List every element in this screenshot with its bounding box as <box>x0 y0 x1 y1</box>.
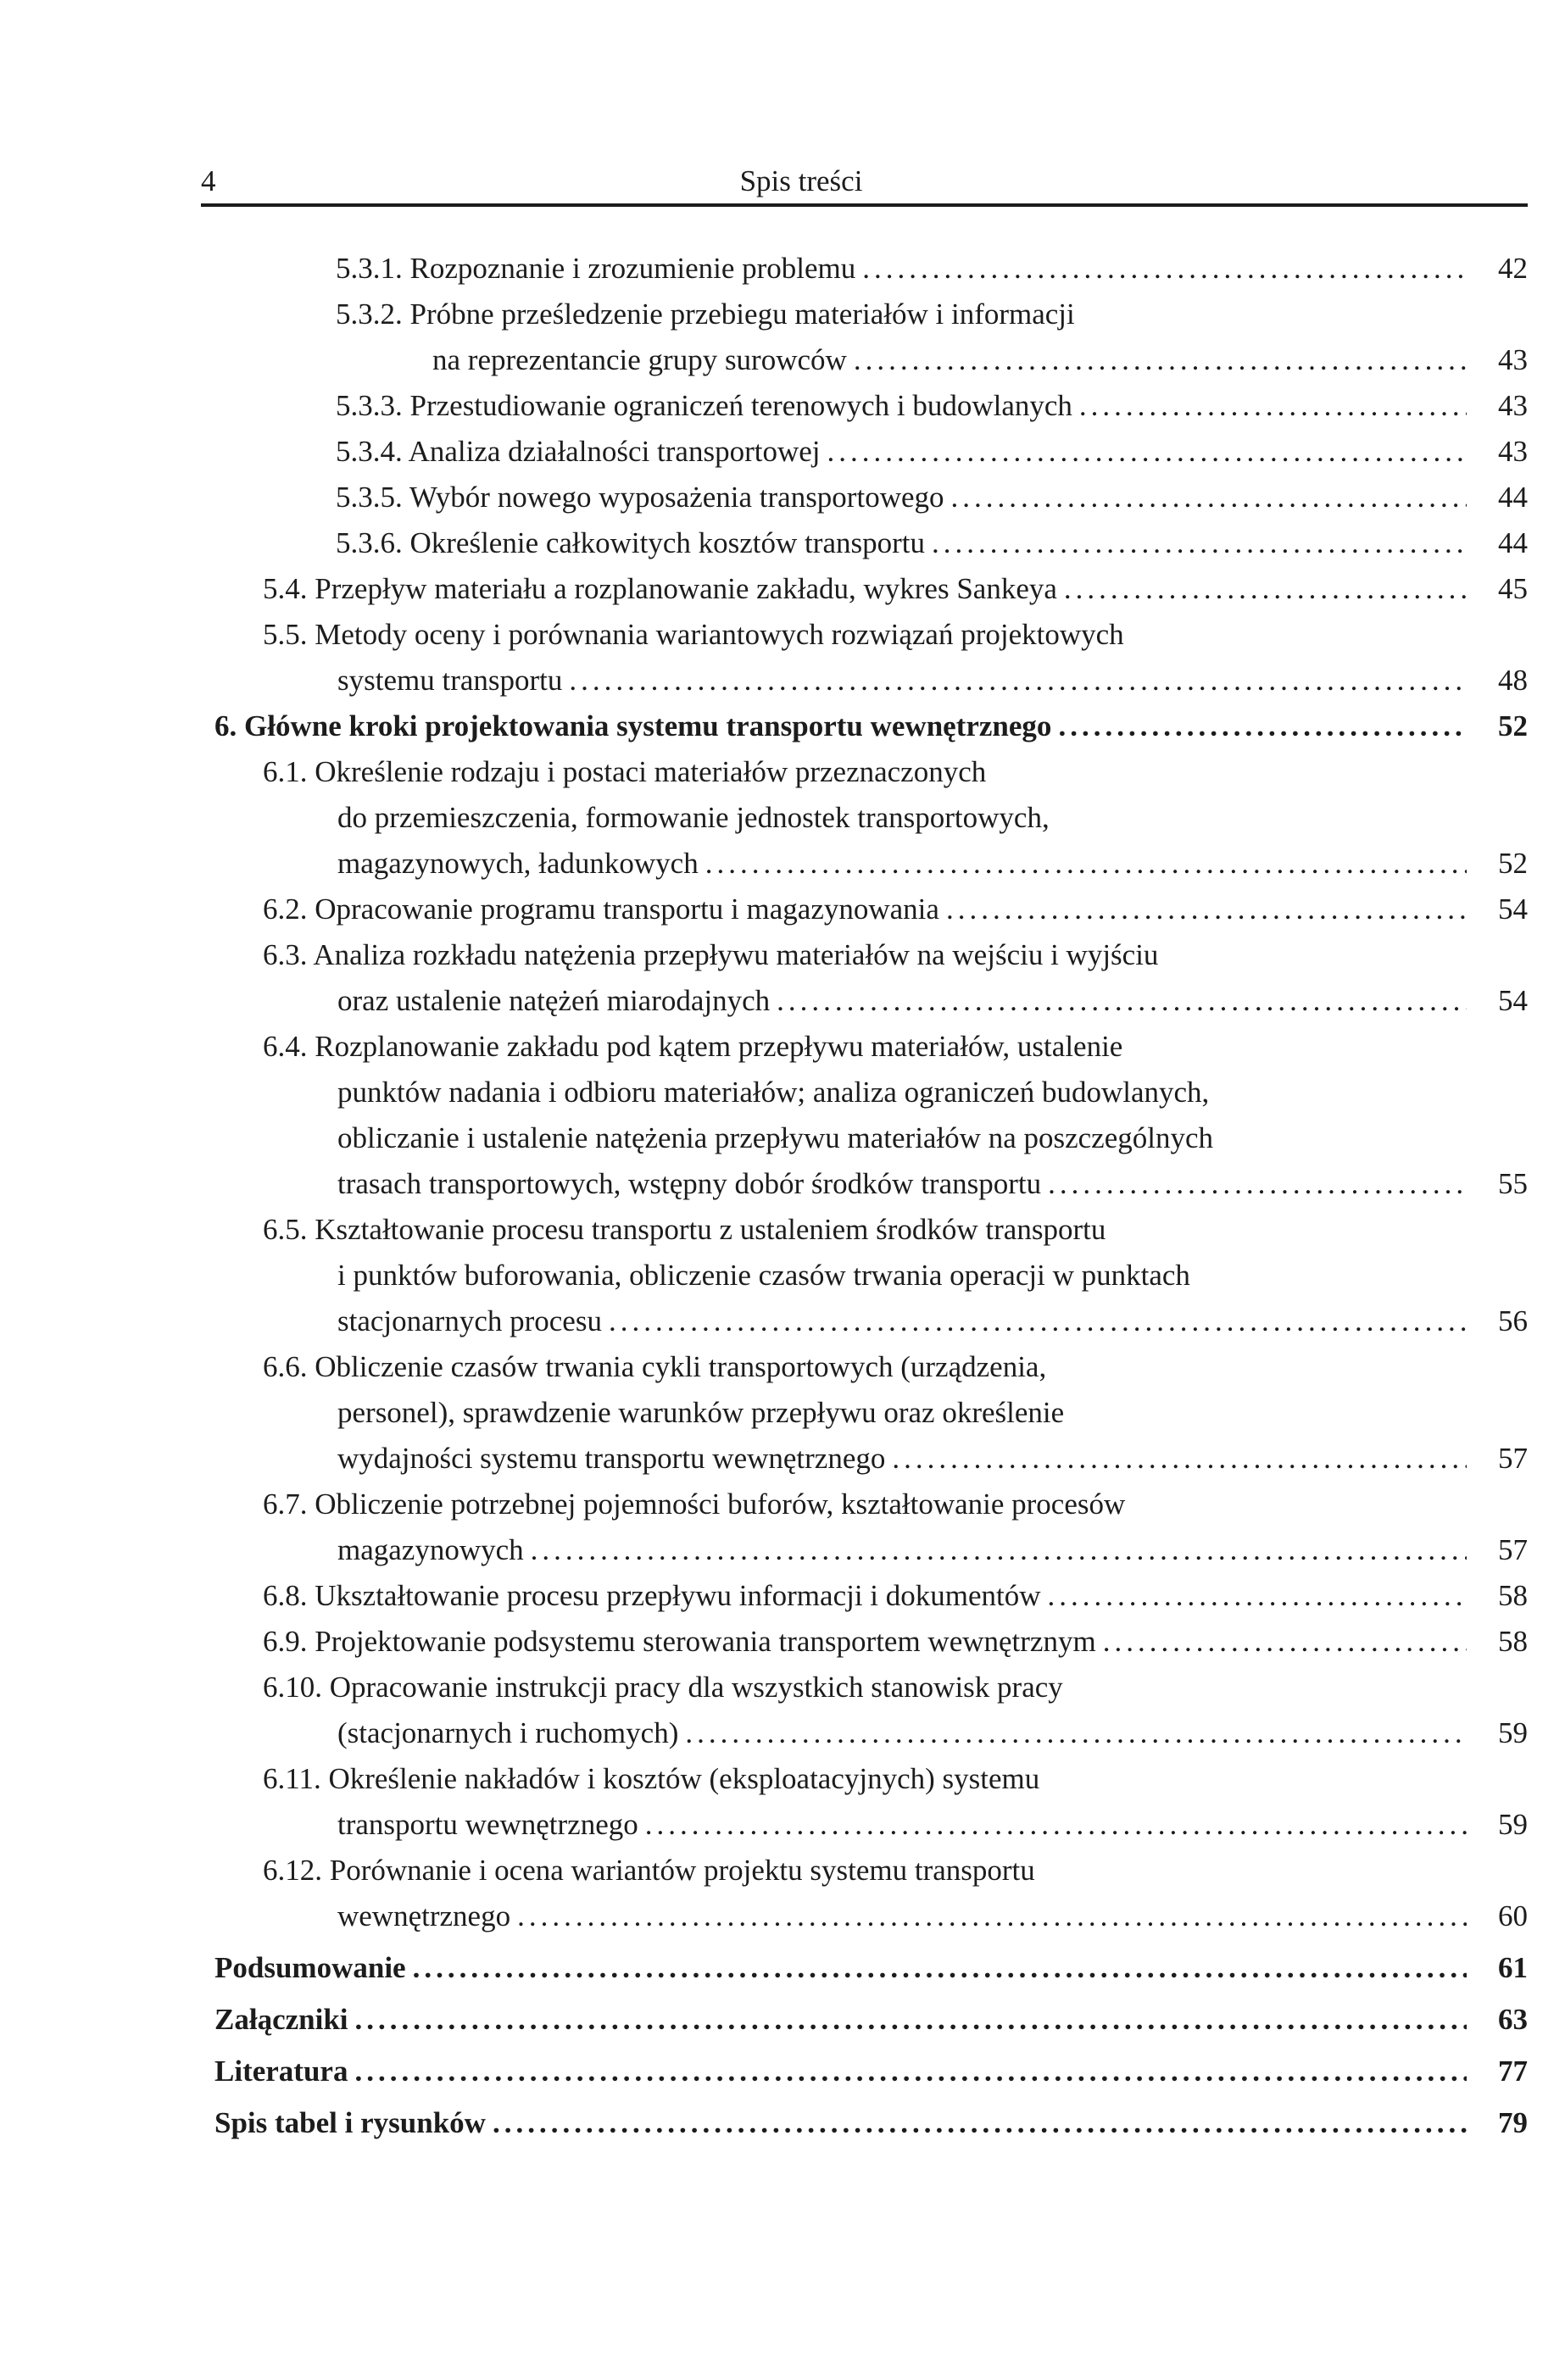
toc-entry-line <box>337 658 1528 703</box>
toc-entry-line <box>214 703 1528 749</box>
toc-entry-text: 6.4. Rozplanowanie zakładu pod kątem przepływu materiałów, ustalenie <box>263 1030 1123 1063</box>
dot-leader <box>951 475 1468 520</box>
dot-leader <box>609 1298 1467 1344</box>
toc-entry-line <box>336 429 1528 475</box>
toc-entry-line <box>337 1802 1528 1848</box>
toc-entry-line <box>337 1161 1528 1207</box>
toc-entry-text: personel), sprawdzenie warunków przepływu oraz określenie <box>337 1396 1065 1429</box>
toc-entry <box>336 520 1528 566</box>
toc-entry-text: 6.12. Porównanie i ocena wariantów projektu systemu transportu <box>263 1854 1035 1887</box>
toc-entry-text: 6.6. Obliczenie czasów trwania cykli transportowych (urządzenia, <box>263 1350 1047 1383</box>
toc-entry <box>263 1573 1528 1619</box>
toc-entry-line <box>263 749 1528 795</box>
toc-entry-text: Spis tabel i rysunków <box>214 2106 486 2139</box>
toc-entry-text: stacjonarnych procesu <box>337 1304 602 1337</box>
dot-leader <box>1064 566 1467 612</box>
toc-entry-line <box>263 1848 1528 1893</box>
page-header-title: Spis treści <box>739 164 863 197</box>
toc-entry-line <box>263 1344 1528 1390</box>
toc-entry-page: 77 <box>1498 2055 1528 2088</box>
toc-entry-text: 5.3.4. Analiza działalności transportowej <box>336 435 821 468</box>
toc-entry-text: 5.3.3. Przestudiowanie ograniczeń terenowych i budowlanych <box>336 389 1072 422</box>
toc-entry-page: 45 <box>1498 572 1528 605</box>
toc-entry-page: 61 <box>1498 1951 1528 1984</box>
toc-list <box>201 246 1528 2146</box>
toc-entry-line <box>336 383 1528 429</box>
toc-entry-text: magazynowych, ładunkowych <box>337 847 699 880</box>
toc-entry-line <box>337 1893 1528 1939</box>
toc-entry-page: 56 <box>1498 1304 1528 1337</box>
toc-entry <box>263 1482 1528 1573</box>
toc-entry <box>263 1207 1528 1344</box>
toc-entry-line <box>263 1756 1528 1802</box>
dot-leader <box>1048 1573 1467 1619</box>
toc-entry-line <box>337 1298 1528 1344</box>
dot-leader <box>862 246 1467 292</box>
toc-entry-text: magazynowych <box>337 1533 524 1566</box>
toc-entry <box>214 1945 1528 1991</box>
toc-entry <box>336 246 1528 292</box>
toc-entry-page: 44 <box>1498 481 1528 514</box>
toc-entry-text: Literatura <box>214 2055 348 2088</box>
toc-entry-line <box>263 932 1528 978</box>
dot-leader <box>685 1710 1467 1756</box>
toc-entry-line <box>263 1482 1528 1527</box>
toc-entry-page: 79 <box>1498 2106 1528 2139</box>
toc-entry-line <box>337 1070 1528 1115</box>
dot-leader <box>1048 1161 1467 1207</box>
toc-entry <box>263 1848 1528 1939</box>
dot-leader <box>354 2049 1467 2094</box>
toc-entry-line <box>337 978 1528 1024</box>
toc-entry <box>336 292 1528 383</box>
toc-entry <box>263 612 1528 703</box>
dot-leader <box>777 978 1467 1024</box>
toc-entry <box>336 429 1528 475</box>
toc-entry-line <box>263 566 1528 612</box>
dot-leader <box>531 1527 1467 1573</box>
toc-entry <box>263 1665 1528 1756</box>
dot-leader <box>705 841 1467 887</box>
toc-entry-text: 6.9. Projektowanie podsystemu sterowania transportem wewnętrznym <box>263 1625 1096 1658</box>
toc-entry-text: 5.4. Przepływ materiału a rozplanowanie zakładu, wykres Sankeya <box>263 572 1057 605</box>
toc-entry-page: 43 <box>1498 343 1528 376</box>
toc-entry-line <box>263 1207 1528 1253</box>
dot-leader <box>1079 383 1467 429</box>
dot-leader <box>892 1436 1467 1482</box>
dot-leader <box>413 1945 1467 1991</box>
toc-entry-page: 52 <box>1498 709 1528 742</box>
dot-leader <box>1103 1619 1467 1665</box>
dot-leader <box>1058 703 1467 749</box>
toc-entry-line <box>214 1997 1528 2043</box>
toc-entry-page: 44 <box>1498 526 1528 559</box>
toc-entry-page: 54 <box>1498 892 1528 926</box>
toc-entry-line <box>263 887 1528 932</box>
toc-entry <box>336 383 1528 429</box>
toc-entry-line <box>263 1024 1528 1070</box>
toc-entry-text: 6.5. Kształtowanie procesu transportu z ustaleniem środków transportu <box>263 1213 1106 1246</box>
toc-entry <box>336 475 1528 520</box>
toc-entry-page: 55 <box>1498 1167 1528 1200</box>
page-number: 4 <box>201 164 216 197</box>
toc-entry-text: (stacjonarnych i ruchomych) <box>337 1716 679 1749</box>
toc-entry-line <box>214 1945 1528 1991</box>
toc-entry <box>263 749 1528 887</box>
toc-entry-page: 57 <box>1498 1442 1528 1475</box>
toc-entry <box>263 1619 1528 1665</box>
toc-entry-text: wydajności systemu transportu wewnętrznego <box>337 1442 886 1475</box>
dot-leader <box>946 887 1467 932</box>
toc-entry-line <box>263 1573 1528 1619</box>
toc-entry-line <box>214 2049 1528 2094</box>
toc-entry-text: transportu wewnętrznego <box>337 1808 638 1841</box>
dot-leader <box>827 429 1467 475</box>
toc-entry-page: 59 <box>1498 1808 1528 1841</box>
toc-entry-page: 54 <box>1498 984 1528 1017</box>
dot-leader <box>493 2100 1467 2146</box>
toc-entry-line <box>263 1665 1528 1710</box>
toc-entry-page: 63 <box>1498 2003 1528 2036</box>
toc-entry-page: 57 <box>1498 1533 1528 1566</box>
toc-entry-line <box>336 292 1528 337</box>
dot-leader <box>517 1893 1467 1939</box>
toc-entry <box>263 887 1528 932</box>
toc-entry-line <box>336 520 1528 566</box>
toc-entry-page: 58 <box>1498 1579 1528 1612</box>
toc-entry <box>263 1024 1528 1207</box>
toc-entry-page: 58 <box>1498 1625 1528 1658</box>
toc-entry-text: do przemieszczenia, formowanie jednostek transportowych, <box>337 801 1050 834</box>
toc-entry-line <box>337 1390 1528 1436</box>
toc-entry-text: 6.10. Opracowanie instrukcji pracy dla wszystkich stanowisk pracy <box>263 1671 1063 1704</box>
toc-entry-line <box>337 841 1528 887</box>
toc-entry-text: 5.3.5. Wybór nowego wyposażenia transportowego <box>336 481 944 514</box>
toc-entry-line <box>336 475 1528 520</box>
toc-entry-page: 52 <box>1498 847 1528 880</box>
toc-entry-page: 42 <box>1498 252 1528 285</box>
toc-entry-page: 59 <box>1498 1716 1528 1749</box>
toc-entry-text: Podsumowanie <box>214 1951 406 1984</box>
toc-entry-page: 60 <box>1498 1899 1528 1932</box>
toc-entry-text: obliczanie i ustalenie natężenia przepływu materiałów na poszczególnych <box>337 1121 1214 1154</box>
toc-entry-line <box>337 1710 1528 1756</box>
toc-entry-text: 6.8. Ukształtowanie procesu przepływu informacji i dokumentów <box>263 1579 1041 1612</box>
toc-entry-text: i punktów buforowania, obliczenie czasów trwania operacji w punktach <box>337 1259 1190 1292</box>
toc-entry-line <box>337 1436 1528 1482</box>
toc-entry <box>214 2049 1528 2094</box>
toc-entry-text: 6.2. Opracowanie programu transportu i magazynowania <box>263 892 939 926</box>
toc-entry <box>263 1756 1528 1848</box>
toc-entry-line <box>214 2100 1528 2146</box>
toc-entry-text: 6. Główne kroki projektowania systemu transportu wewnętrznego <box>214 709 1052 742</box>
dot-leader <box>645 1802 1467 1848</box>
dot-leader <box>355 1997 1467 2043</box>
toc-entry-text: Załączniki <box>214 2003 348 2036</box>
toc-entry-text: systemu transportu <box>337 664 563 697</box>
toc-entry <box>214 703 1528 749</box>
toc-entry-page: 43 <box>1498 435 1528 468</box>
toc-entry-line <box>337 1253 1528 1298</box>
toc-entry-page: 48 <box>1498 664 1528 697</box>
toc-entry <box>214 1997 1528 2043</box>
toc-entry <box>263 566 1528 612</box>
toc-entry-text: 6.3. Analiza rozkładu natężenia przepływu materiałów na wejściu i wyjściu <box>263 938 1159 971</box>
dot-leader <box>932 520 1467 566</box>
toc-entry-text: 5.3.6. Określenie całkowitych kosztów transportu <box>336 526 925 559</box>
toc-entry-text: punktów nadania i odbioru materiałów; analiza ograniczeń budowlanych, <box>337 1076 1210 1109</box>
toc-entry-line <box>432 337 1528 383</box>
toc-entry <box>263 1344 1528 1482</box>
toc-entry-line <box>263 612 1528 658</box>
toc-entry-line <box>337 1115 1528 1161</box>
toc-entry-text: trasach transportowych, wstępny dobór środków transportu <box>337 1167 1042 1200</box>
dot-leader <box>569 658 1467 703</box>
toc-entry-line <box>337 795 1528 841</box>
toc-entry-text: wewnętrznego <box>337 1899 511 1932</box>
toc-entry-text: 6.7. Obliczenie potrzebnej pojemności buforów, kształtowanie procesów <box>263 1488 1126 1521</box>
toc-entry-text: na reprezentancie grupy surowców <box>432 343 847 376</box>
toc-entry-text: 6.11. Określenie nakładów i kosztów (eksploatacyjnych) systemu <box>263 1762 1040 1795</box>
toc-entry-text: 5.5. Metody oceny i porównania wariantowych rozwiązań projektowych <box>263 618 1124 651</box>
toc-entry-text: 5.3.2. Próbne prześledzenie przebiegu materiałów i informacji <box>336 298 1075 331</box>
toc-entry <box>214 2100 1528 2146</box>
toc-entry-text: 5.3.1. Rozpoznanie i zrozumienie problemu <box>336 252 856 285</box>
toc-entry-line <box>337 1527 1528 1573</box>
toc-entry-line <box>336 246 1528 292</box>
toc-entry-line <box>263 1619 1528 1665</box>
dot-leader <box>854 337 1467 383</box>
toc-entry-page: 43 <box>1498 389 1528 422</box>
page-header <box>201 163 1528 207</box>
toc-entry <box>263 932 1528 1024</box>
toc-entry-text: oraz ustalenie natężeń miarodajnych <box>337 984 771 1017</box>
toc-entry-text: 6.1. Określenie rodzaju i postaci materiałów przeznaczonych <box>263 755 987 788</box>
